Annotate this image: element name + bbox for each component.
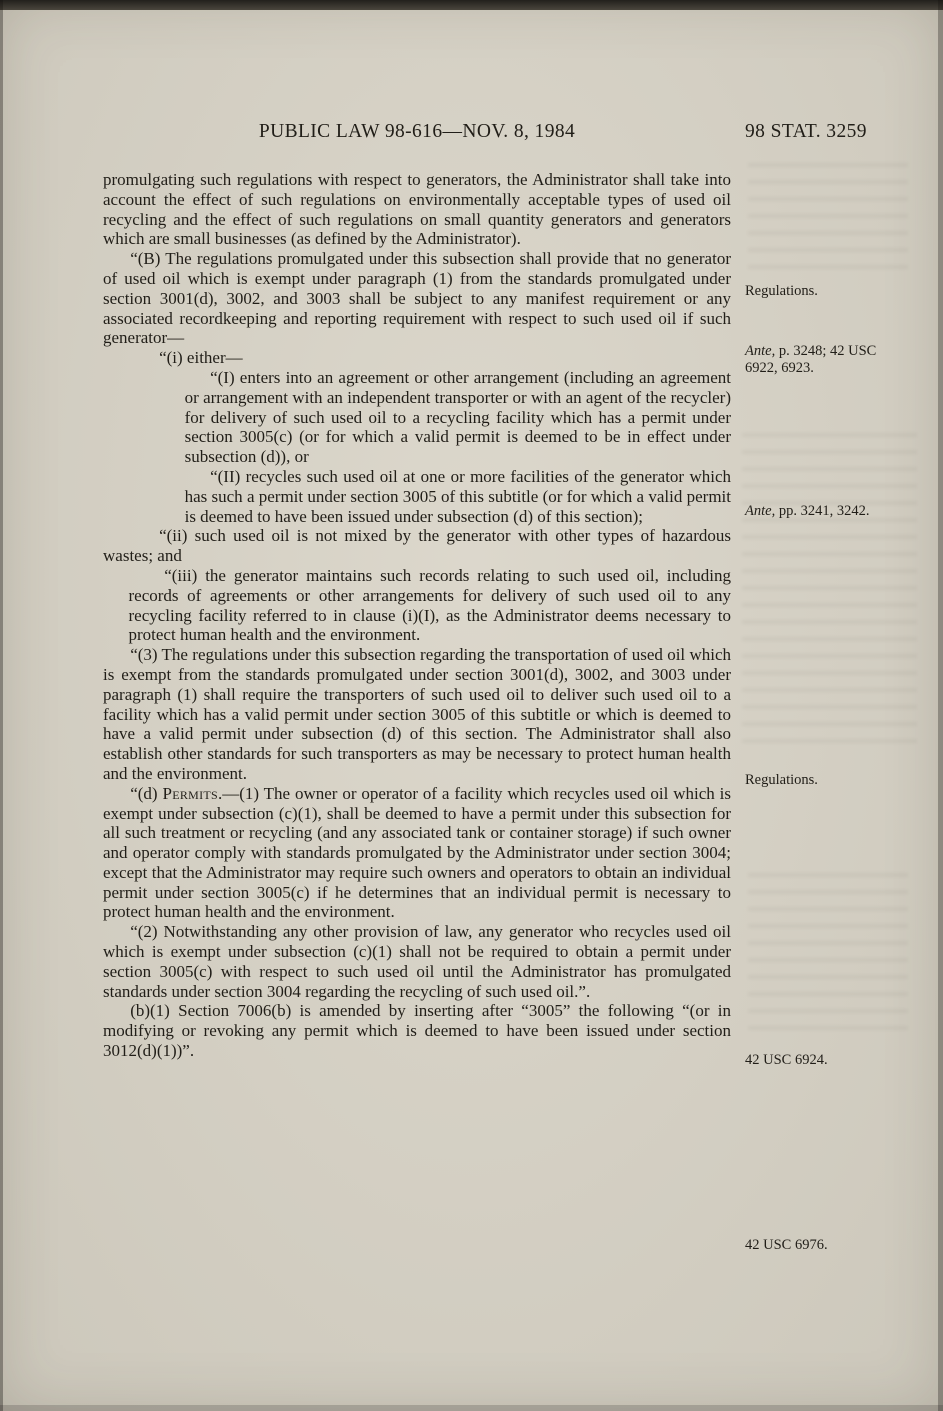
clause-II-recycles: “(II) recycles such used oil at one or more facilities of the generator which has such a permit under section 3005 of this subtitle (or for which a valid permit is deemed to have been issued under subsection (d) of this section);: [184, 466, 731, 526]
page-header-law-title: PUBLIC LAW 98-616—NOV. 8, 1984: [258, 121, 576, 142]
margin-note-usc-6976: [745, 1237, 883, 1254]
paragraph-3-transportation: “(3) The regulations under this subsection regarding the transportation of used oil which is exempt from the standards promulgated under section 3001(d), 3002, and 3003 under paragraph (1) shall require the transporters of such used oil to deliver such used oil to a facility which has a valid permit under section 3005 of this subtitle or which is deemed to have a valid permit under subsection (d) of this section. The Administrator shall also establish other standards for such transporters as may be necessary to protect human health and the environment.: [103, 645, 731, 783]
clause-ii-not-mixed: “(ii) such used oil is not mixed by the generator with other types of hazardous wastes; and: [103, 526, 731, 566]
margin-note-text: Regulations.: [745, 772, 818, 788]
margin-note-text: 42 USC 6924.: [745, 1052, 828, 1068]
margin-note-usc-6924: [745, 1052, 883, 1069]
margin-note-italic: Ante,: [745, 503, 776, 519]
clause-I-agreement: “(I) enters into an agreement or other arrangement (including an agreement or arrangement with an independent transporter or with an agent of the recycler) for delivery of such used oil to a recycling facility which has a permit under section 3005(c) (or for which a valid permit is deemed to be in effect under subsection (d)), or: [184, 367, 731, 467]
paragraph-d-lead: “(d): [130, 783, 163, 803]
paragraph-intro-continuation: promulgating such regulations with respect to generators, the Administrator shall take into account the effect of such regulations on environmentally acceptable types of used oil recycling and the effect of such regulations on small quantity generators and generators which are small businesses (as defined by the Administrator).: [103, 170, 731, 249]
margin-note-text: p. 3248; 42 USC 6922, 6923.: [745, 343, 877, 376]
paragraph-subsection-B: “(B) The regulations promulgated under this subsection shall provide that no generator of used oil which is exempt under paragraph (1) from the standards promulgated under section 3001(d), 3002, and 3003 shall be subject to any manifest requirement or any associated recordkeeping and reporting requirement with respect to such used oil if such generator—: [103, 249, 731, 348]
margin-note-text: 42 USC 6976.: [745, 1237, 828, 1253]
margin-note-regulations-2: [745, 772, 883, 789]
scan-edge-top: [0, 0, 943, 10]
paragraph-d-smallcaps-heading: Permits: [162, 783, 218, 803]
scan-edge-bottom: [0, 1405, 943, 1411]
margin-note-regulations-1: [745, 283, 883, 300]
paragraph-2-notwithstanding: “(2) Notwithstanding any other provision of law, any generator who recycles used oil which is exempt under subsection (c)(1) shall not be required to obtain a permit under section 3005(c) with respect to such used oil until the Administrator has promulgated standards under section 3004 regarding the recycling of such used oil.”.: [103, 922, 731, 1001]
clause-i-either: “(i) either—: [159, 348, 243, 368]
margin-note-italic: Ante,: [745, 343, 776, 359]
statute-text-column: [103, 170, 731, 1061]
margin-note-text: pp. 3241, 3242.: [775, 503, 870, 519]
margin-note-text: Regulations.: [745, 283, 818, 299]
paragraph-b1-amendment: (b)(1) Section 7006(b) is amended by inserting after “3005” the following “(or in modifying or revoking any permit which is deemed to have been issued under section 3012(d)(1))”.: [103, 1001, 731, 1061]
bleedthrough-artifact: [748, 860, 908, 1040]
margin-note-ante-3241: [745, 503, 883, 520]
bleedthrough-artifact: [742, 420, 917, 750]
bleedthrough-artifact: [748, 150, 908, 270]
clause-iii-records: “(iii) the generator maintains such records relating to such used oil, including records of agreements or other arrangements for delivery of such used oil to any recycling facility referred to in clause (i)(I), as the Administrator deems necessary to protect human health and the environment.: [128, 565, 731, 645]
paragraph-d-body: .—(1) The owner or operator of a facility which recycles used oil which is exempt under subsection (c)(1), shall be deemed to have a permit under this subsection for all such treatment or recycling (and any associated tank or container storage) if such owner and operator comply with standards promulgated by the Administrator under section 3004; except that the Administrator may require such owners and operators to obtain an individual permit under section 3005(c) if he determines that an individual permit is necessary to protect human health and the environment.: [103, 783, 731, 922]
margin-note-ante-3248: [745, 343, 883, 377]
page-header-stat-number: 98 STAT. 3259: [745, 121, 867, 142]
paragraph-d-permits: [103, 784, 731, 923]
scan-edge-right: [938, 0, 943, 1411]
scan-edge-left: [0, 0, 3, 1411]
